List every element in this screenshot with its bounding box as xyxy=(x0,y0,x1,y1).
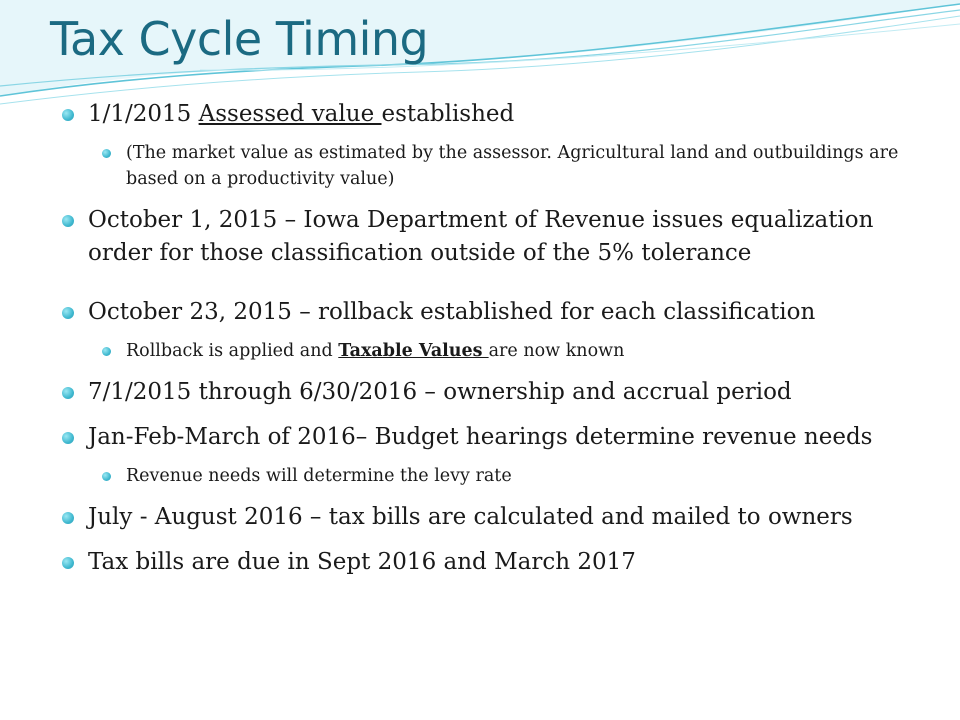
bullet-icon xyxy=(62,109,74,121)
list-item xyxy=(60,501,930,534)
item-text: 1/1/2015 xyxy=(88,101,199,127)
slide-title: Tax Cycle Timing xyxy=(50,12,429,66)
item-text: October 1, 2015 – Iowa Department of Revenue issues equalization order for those classification outside of the 5% tolerance xyxy=(88,207,874,266)
bullet-icon xyxy=(62,307,74,319)
list-item xyxy=(60,421,930,454)
item-text: Tax bills are due in Sept 2016 and March 2017 xyxy=(88,549,636,575)
bullet-icon xyxy=(102,347,111,356)
list-item xyxy=(60,296,930,329)
item-text: 7/1/2015 through 6/30/2016 – ownership and accrual period xyxy=(88,379,792,405)
list-subitem xyxy=(60,338,930,364)
list-subitem xyxy=(60,140,930,192)
bullet-icon xyxy=(62,387,74,399)
bullet-icon xyxy=(62,557,74,569)
list-item xyxy=(60,376,930,409)
list-item xyxy=(60,546,930,579)
bullet-icon xyxy=(102,472,111,481)
bullet-icon xyxy=(62,512,74,524)
bullet-list xyxy=(60,98,930,591)
assessed-value-link[interactable]: Assessed value xyxy=(198,101,382,127)
item-text: Rollback is applied and xyxy=(126,341,339,361)
item-text: (The market value as estimated by the assessor. Agricultural land and outbuildings are based on a productivity value) xyxy=(126,143,899,189)
item-text: October 23, 2015 – rollback established for each classification xyxy=(88,299,816,325)
bullet-icon xyxy=(62,432,74,444)
bullet-icon xyxy=(102,149,111,158)
item-text: Revenue needs will determine the levy rate xyxy=(126,466,512,486)
list-item xyxy=(60,98,930,131)
item-text: Jan-Feb-March of 2016– Budget hearings determine revenue needs xyxy=(88,424,873,450)
item-text: established xyxy=(381,101,515,127)
taxable-values-link[interactable]: Taxable Values xyxy=(338,341,489,361)
item-text: July - August 2016 – tax bills are calculated and mailed to owners xyxy=(88,504,853,530)
item-text: are now known xyxy=(488,341,625,361)
bullet-icon xyxy=(62,215,74,227)
list-subitem xyxy=(60,463,930,489)
list-item xyxy=(60,204,930,270)
